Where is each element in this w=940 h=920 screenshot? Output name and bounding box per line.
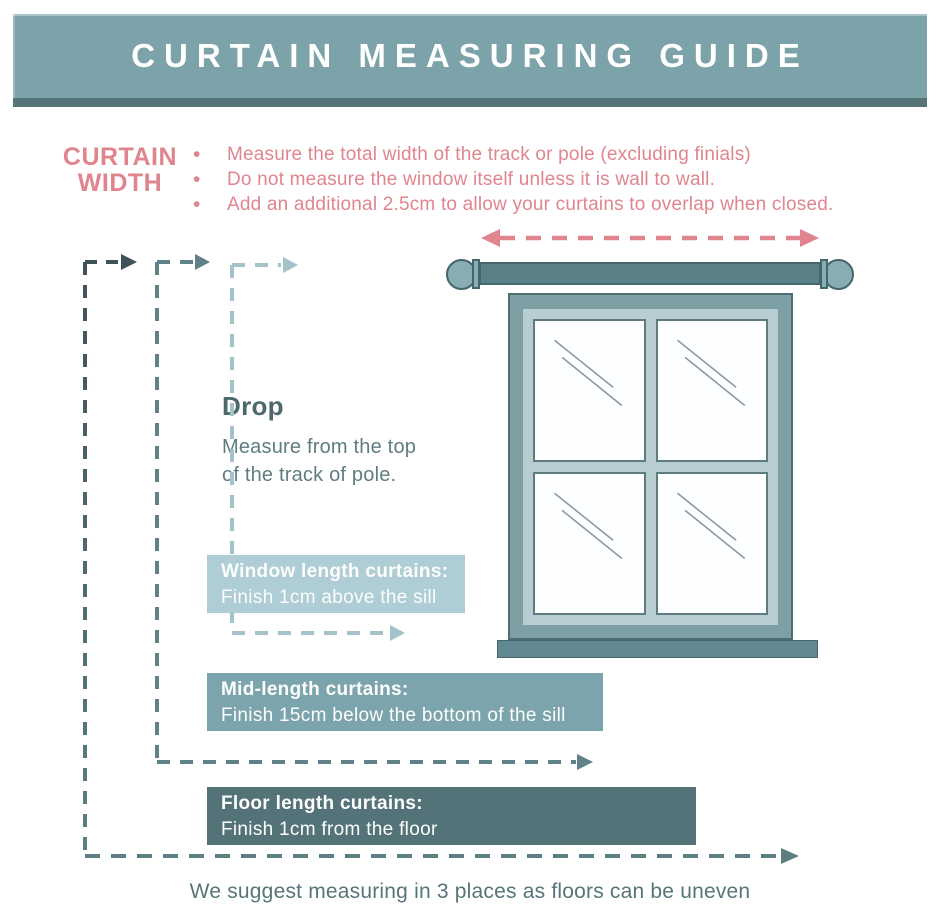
guide-box-title: Floor length curtains: bbox=[221, 792, 423, 814]
window-pane bbox=[533, 319, 646, 462]
drop-title: Drop bbox=[222, 391, 284, 421]
tip-item bbox=[193, 192, 913, 217]
pane-reflection bbox=[535, 321, 644, 460]
pane-reflection bbox=[658, 321, 767, 460]
guide-box-title: Mid-length curtains: bbox=[221, 678, 409, 700]
window-pane bbox=[656, 472, 769, 615]
curtain-width-label-line2: WIDTH bbox=[77, 169, 163, 197]
window-inner-frame bbox=[523, 309, 778, 625]
pane-reflection bbox=[658, 474, 767, 613]
drop-description-line2: of the track of pole. bbox=[222, 464, 397, 486]
tip-text: Add an additional 2.5cm to allow your curtains to overlap when closed. bbox=[227, 193, 834, 215]
window-illustration bbox=[508, 293, 793, 640]
tip-text: Do not measure the window itself unless it is wall to wall. bbox=[227, 168, 716, 190]
pole-rod bbox=[479, 262, 821, 285]
drop-description-line1: Measure from the top bbox=[222, 436, 417, 458]
window-sill bbox=[497, 640, 818, 658]
window-pane bbox=[533, 472, 646, 615]
pane-reflection bbox=[535, 474, 644, 613]
bullet-dot-icon: • bbox=[193, 168, 201, 191]
guide-box-detail: Finish 1cm above the sill bbox=[221, 586, 437, 608]
curtain-width-label-line1: CURTAIN bbox=[62, 143, 178, 171]
tip-text: Measure the total width of the track or pole (excluding finials) bbox=[227, 143, 751, 165]
bullet-dot-icon: • bbox=[193, 193, 201, 216]
curtain-width-label bbox=[50, 144, 190, 196]
page-title: CURTAIN MEASURING GUIDE bbox=[131, 37, 809, 74]
width-measure-arrow bbox=[481, 229, 819, 247]
curtain-width-tips bbox=[193, 142, 913, 217]
guide-box-floor-length bbox=[207, 787, 696, 845]
tip-item bbox=[193, 167, 913, 192]
guide-box-mid-length bbox=[207, 673, 603, 731]
drop-description bbox=[222, 433, 416, 489]
guide-box-detail: Finish 15cm below the bottom of the sill bbox=[221, 704, 566, 726]
header-banner bbox=[13, 14, 927, 107]
window-pane bbox=[656, 319, 769, 462]
footer-note: We suggest measuring in 3 places as floors can be uneven bbox=[189, 880, 751, 903]
pole-collar-right bbox=[820, 259, 828, 289]
guide-box-detail: Finish 1cm from the floor bbox=[221, 818, 438, 840]
guide-box-title: Window length curtains: bbox=[221, 560, 449, 582]
bullet-dot-icon: • bbox=[193, 143, 201, 166]
tip-item bbox=[193, 142, 913, 167]
guide-box-window-length bbox=[207, 555, 465, 613]
